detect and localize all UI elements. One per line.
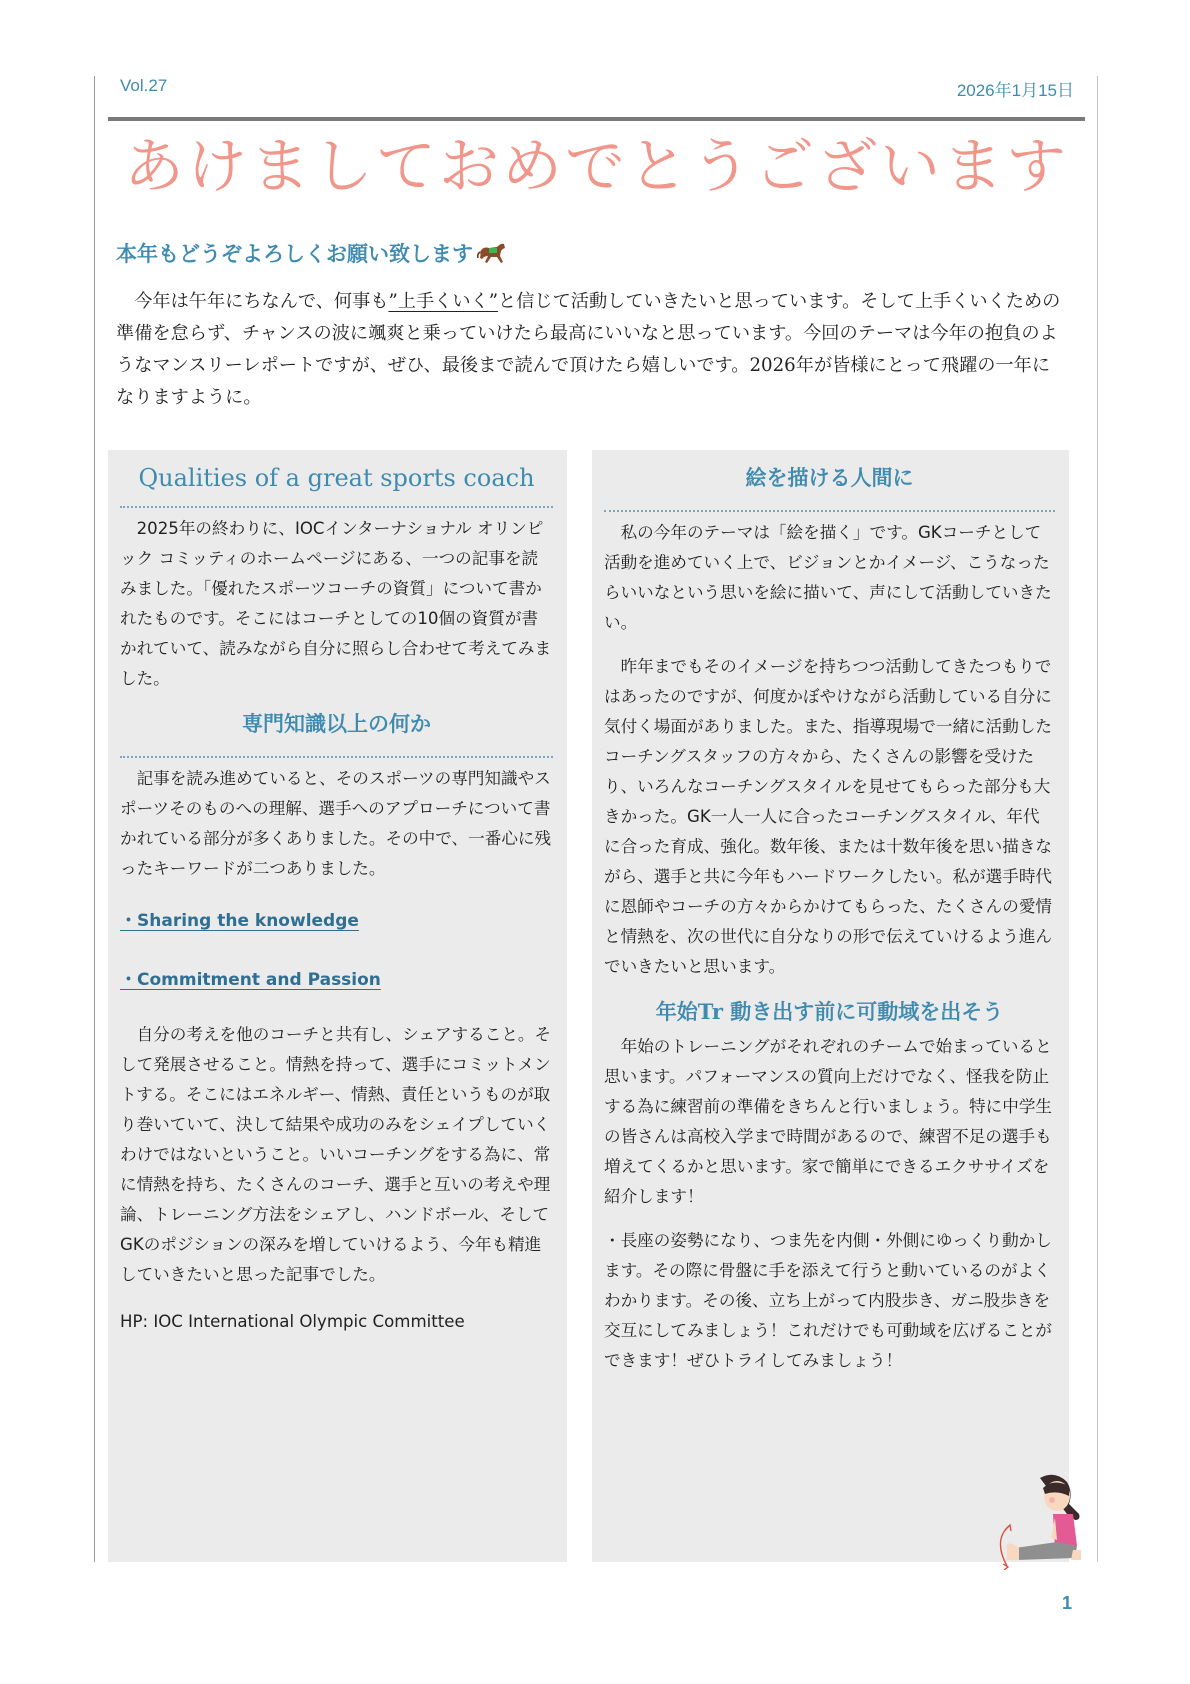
keyword-commitment-passion: ・Commitment and Passion — [120, 970, 381, 990]
subtitle — [116, 238, 507, 271]
subtitle-text: 本年もどうぞよろしくお願い致します — [116, 241, 473, 266]
keyword-sharing-knowledge: ・Sharing the knowledge — [120, 911, 359, 931]
intro-text-2: と信じて活動していきたいと思っています。そして上手くいくための準備を怠らず、チャンスの波に颯爽と乗っていけたら最高にいいなと思っています。今回のテーマは今年の抱負のようなマンスリーレポートですが、ぜひ、最後まで読んで頂けたら嬉しいです。2026年が皆様にとって飛躍の一年になりますように。 — [116, 291, 1061, 408]
dotted-divider — [120, 756, 553, 758]
right-heading: 絵を描ける人間に — [745, 465, 914, 490]
left-column-box — [108, 450, 567, 1562]
left-paragraph-3: 自分の考えを他のコーチと共有し、シェアすること。そして発展させること。情熱を持って、選手にコミットメントする。そこにはエネルギー、情熱、責任というものが取り巻いていて、決して結果や成功のみをシェイプしていくわけではないということ。いいコーチングをする為に、常に情熱を持ち、たくさんのコーチ、選手と互いの考えや理論、トレーニング方法をシェアし、ハンドボール、そしてGKのポジションの深みを増していけるよう、今年も精進していきたいと思った記事でした。 — [120, 1025, 552, 1284]
dotted-divider — [604, 510, 1055, 512]
intro-paragraph — [116, 286, 1066, 414]
frame-right-border — [1097, 76, 1098, 1562]
right-paragraph-2: 昨年までもそのイメージを持ちつつ活動してきたつもりではあったのですが、何度かぼやけながら活動している自分に気付く場面がありました。また、指導現場で一緒に活動したコーチングスタッフの方々から、たくさんの影響を受けたり、いろんなコーチングスタイルを見せてもらった部分も大きかった。GK一人一人に合ったコーチングスタイル、年代に合った育成、強化。数年後、または十数年後を思い描きながら、選手と共に今年もハードワークしたい。私が選手時代に恩師やコーチの方々からかけてもらった、たくさんの愛情と情熱を、次の世代に自分なりの形で伝えていけるよう進んでいきたいと思います。 — [604, 657, 1053, 976]
stretching-woman-illustration — [995, 1470, 1095, 1574]
dotted-divider — [120, 506, 553, 508]
keyword-list — [120, 906, 553, 990]
right-paragraph-3: 年始のトレーニングがそれぞれのチームで始まっていると思います。パフォーマンスの質向上だけでなく、怪我を防止する為に練習前の準備をきちんと行いましょう。特に中学生の皆さんは高校入学まで時間があるので、練習不足の選手も増えてくるかと思います。家で簡単にできるエクササイズを紹介します！ — [604, 1037, 1053, 1206]
source-credit: HP: IOC International Olympic Committee — [120, 1312, 465, 1331]
left-paragraph-2: 記事を読み進めていると、そのスポーツの専門知識やスポーツそのものへの理解、選手へのアプローチについて書かれている部分が多くありました。その中で、一番心に残ったキーワードが二つありました。 — [120, 769, 552, 878]
issue-date: 2026年1月15日 — [956, 81, 1074, 100]
right-heading-2: 年始Tr 動き出す前に可動域を出そう — [655, 999, 1004, 1024]
page-title: あけましておめでとうございます — [124, 132, 1069, 202]
left-heading-2: 専門知識以上の何か — [242, 711, 431, 736]
right-paragraph-1: 私の今年のテーマは「絵を描く」です。GKコーチとして活動を進めていく上で、ビジョンとかイメージ、こうなったらいいなという思いを絵に描いて、声にして活動していきたい。 — [604, 523, 1052, 632]
header-rule — [108, 117, 1085, 121]
page-number: 1 — [1062, 1593, 1073, 1613]
right-column-box — [592, 450, 1069, 1562]
horse-racing-icon — [477, 240, 507, 271]
intro-text-1: 今年は午年にちなんで、何事も — [134, 291, 389, 312]
right-paragraph-4: ・長座の姿勢になり、つま先を内側・外側にゆっくり動かします。その際に骨盤に手を添えて行うと動いているのがよくわかります。その後、立ち上がって内股歩き、ガニ股歩きを交互にしてみましょう！これだけでも可動域を広げることができます！ぜひトライしてみましょう！ — [604, 1231, 1053, 1370]
left-heading: Qualities of a great sports coach — [138, 464, 535, 492]
intro-underlined-phrase: ”上手くいく” — [388, 291, 498, 312]
volume-label: Vol.27 — [120, 76, 168, 95]
left-paragraph-1: 2025年の終わりに、IOCインターナショナル オリンピック コミッティのホームページにある、一つの記事を読みました。「優れたスポーツコーチの資質」について書かれたものです。そこにはコーチとしての10個の資質が書かれていて、読みながら自分に照らし合わせて考えてみました。 — [120, 519, 552, 688]
frame-left-border — [94, 76, 95, 1562]
